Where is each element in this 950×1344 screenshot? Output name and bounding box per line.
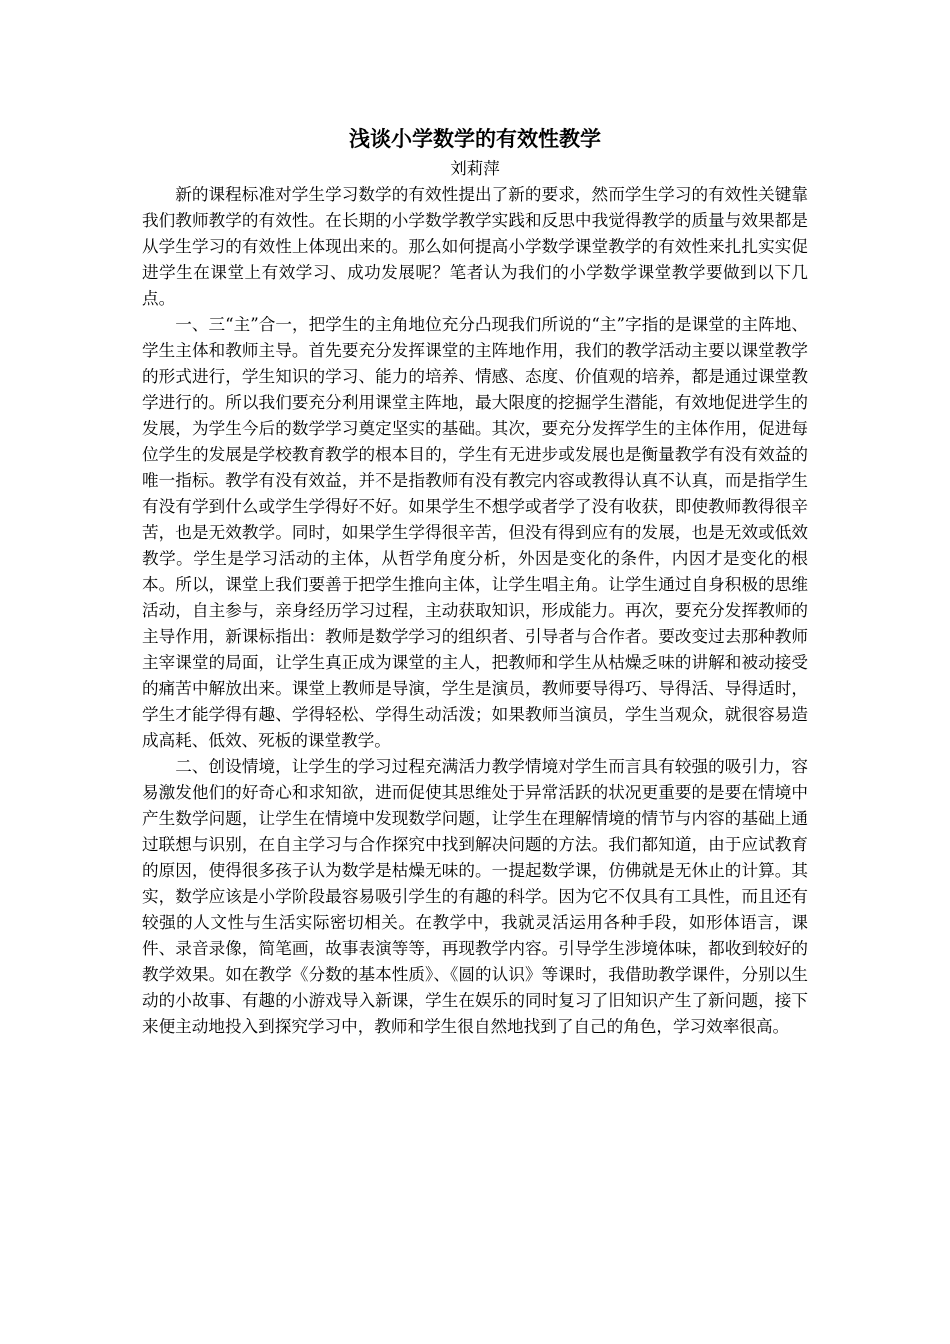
document-page: [142, 122, 808, 1040]
paragraph-intro: 新的课程标准对学生学习数学的有效性提出了新的要求，然而学生学习的有效性关键靠我们教师教学的有效性。在长期的小学数学教学实践和反思中我觉得教学的质量与效果都是从学生学习的有效性上体现出来的。那么如何提高小学数学课堂教学的有效性来扎扎实实促进学生在课堂上有效学习、成功发展呢？笔者认为我们的小学数学课堂教学要做到以下几点。: [142, 185, 808, 308]
paragraph-section-1: 一、三“主”合一，把学生的主角地位充分凸现我们所说的“主”字指的是课堂的主阵地、学生主体和教师主导。首先要充分发挥课堂的主阵地作用，我们的教学活动主要以课堂教学的形式进行，学生知识的学习、能力的培养、情感、态度、价值观的培养，都是通过课堂教学进行的。所以我们要充分利用课堂主阵地，最大限度的挖掘学生潜能，有效地促进学生的发展，为学生今后的数学学习奠定坚实的基础。其次，要充分发挥学生的主体作用，促进每位学生的发展是学校教育教学的根本目的，学生有无进步或发展也是衡量教学有没有效益的唯一指标。教学有没有效益，并不是指教师有没有教完内容或教得认真不认真，而是指学生有没有学到什么或学生学得好不好。如果学生不想学或者学了没有收获，即使教师教得很辛苦，也是无效教学。同时，如果学生学得很辛苦，但没有得到应有的发展，也是无效或低效教学。学生是学习活动的主体，从哲学角度分析，外因是变化的条件，内因才是变化的根本。所以，课堂上我们要善于把学生推向主体，让学生唱主角。让学生通过自身积极的思维活动，自主参与，亲身经历学习过程，主动获取知识，形成能力。再次，要充分发挥教师的主导作用，新课标指出：教师是数学学习的组织者、引导者与合作者。要改变过去那种教师主宰课堂的局面，让学生真正成为课堂的主人，把教师和学生从枯燥乏味的讲解和被动接受的痛苦中解放出来。课堂上教师是导演，学生是演员，教师要导得巧、导得活、导得适时，学生才能学得有趣、学得轻松、学得生动活泼；如果教师当演员，学生当观众，就很容易造成高耗、低效、死板的课堂教学。: [142, 315, 808, 750]
document-title: 浅谈小学数学的有效性教学: [349, 127, 601, 151]
document-body: [142, 182, 808, 1040]
document-author: 刘莉萍: [450, 159, 500, 178]
paragraph-section-2: 二、创设情境，让学生的学习过程充满活力教学情境对学生而言具有较强的吸引力，容易激发他们的好奇心和求知欲，进而促使其思维处于异常活跃的状况更重要的是要在情境中产生数学问题，让学生在情境中发现数学问题，让学生在理解情境的情节与内容的基础上通过联想与识别，在自主学习与合作探究中找到解决问题的方法。我们都知道，由于应试教育的原因，使得很多孩子认为数学是枯燥无味的。一提起数学课，仿佛就是无休止的计算。其实，数学应该是小学阶段最容易吸引学生的有趣的科学。因为它不仅具有工具性，而且还有较强的人文性与生活实际密切相关。在教学中，我就灵活运用各种手段，如形体语言，课件、录音录像，简笔画，故事表演等等，再现教学内容。引导学生涉境体味，都收到较好的教学效果。如在教学《分数的基本性质》、《圆的认识》等课时，我借助教学课件，分别以生动的小故事、有趣的小游戏导入新课，学生在娱乐的同时复习了旧知识产生了新问题，接下来便主动地投入到探究学习中，教师和学生很自然地找到了自己的角色，学习效率很高。: [142, 757, 808, 1036]
